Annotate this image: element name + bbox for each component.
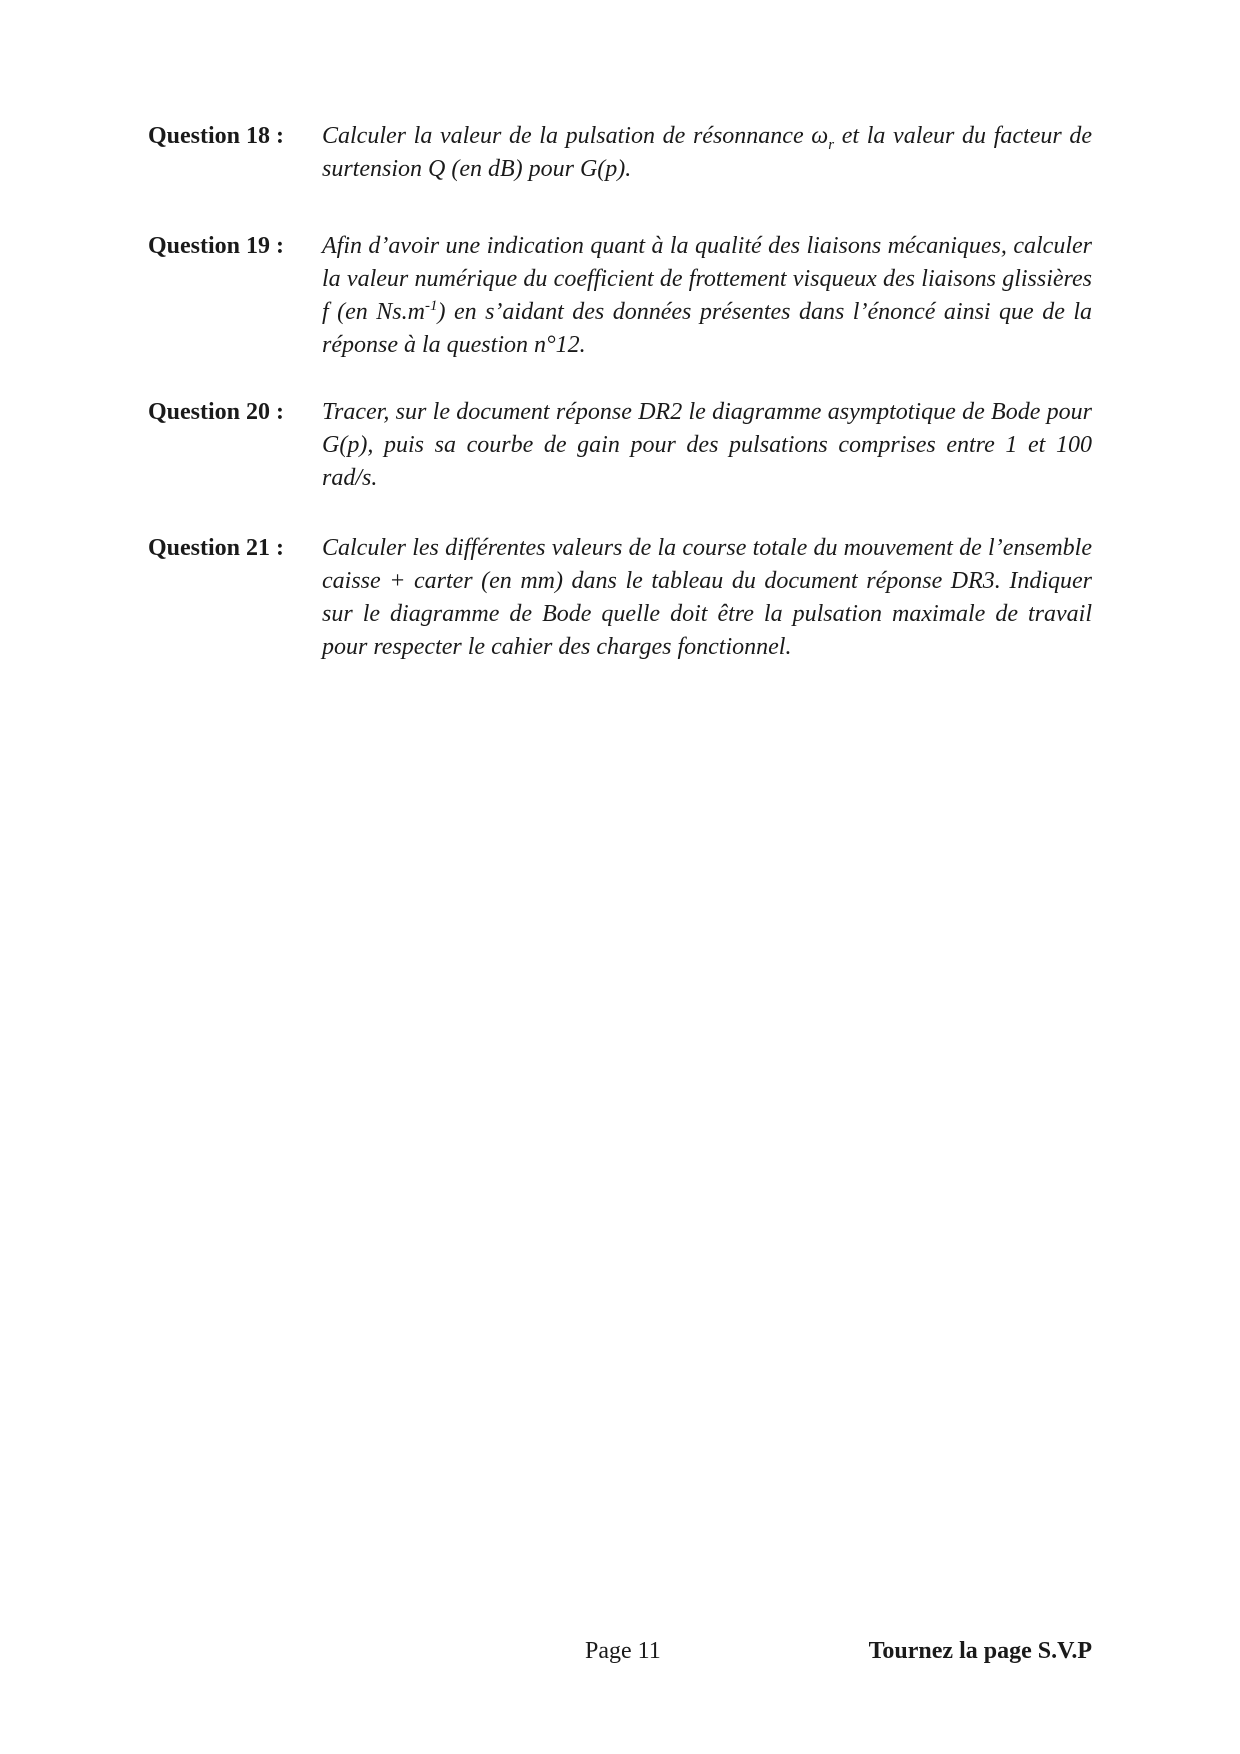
- question-19-superscript: -1: [424, 298, 438, 314]
- question-18-subscript: r: [828, 136, 835, 153]
- question-20-label: Question 20 :: [148, 399, 285, 425]
- question-19-text: [322, 230, 1092, 362]
- question-20-text: Tracer, sur le document réponse DR2 le diagramme asymptotique de Bode pour G(p), puis sa courbe de gain pour des pulsations comprises entre 1 et 100 rad/s.: [322, 399, 1092, 491]
- question-21: [148, 532, 1092, 664]
- page-number: Page 11: [585, 1638, 661, 1664]
- question-19: [148, 230, 1092, 362]
- question-18-label: Question 18 :: [148, 123, 285, 149]
- question-21-label: Question 21 :: [148, 535, 285, 561]
- question-19-text-part-b: ) en s’aidant des données présentes dans l’énoncé ainsi que de la réponse à la question n°12.: [322, 299, 1092, 358]
- question-18-text: [322, 120, 1092, 186]
- question-18-text-part-b: et la valeur du facteur de surtension Q (en dB) pour G(p).: [322, 123, 1093, 182]
- question-18: [148, 120, 1092, 186]
- question-18-text-part-a: Calculer la valeur de la pulsation de résonnance ω: [322, 123, 829, 149]
- question-20: [148, 396, 1092, 495]
- turn-page-notice: Tournez la page S.V.P: [868, 1638, 1092, 1664]
- question-21-text: Calculer les différentes valeurs de la course totale du mouvement de l’ensemble caisse + carter (en mm) dans le tableau du document réponse DR3. Indiquer sur le diagramme de Bode quelle doit être la pulsation maximale de travail pour respecter le cahier des charges fonctionnel.: [322, 535, 1092, 660]
- question-19-text-part-a: Afin d’avoir une indication quant à la qualité des liaisons mécaniques, calculer la valeur numérique du coefficient de frottement visqueux des liaisons glissières f (en Ns.m: [322, 233, 1092, 325]
- question-19-label: Question 19 :: [148, 233, 285, 259]
